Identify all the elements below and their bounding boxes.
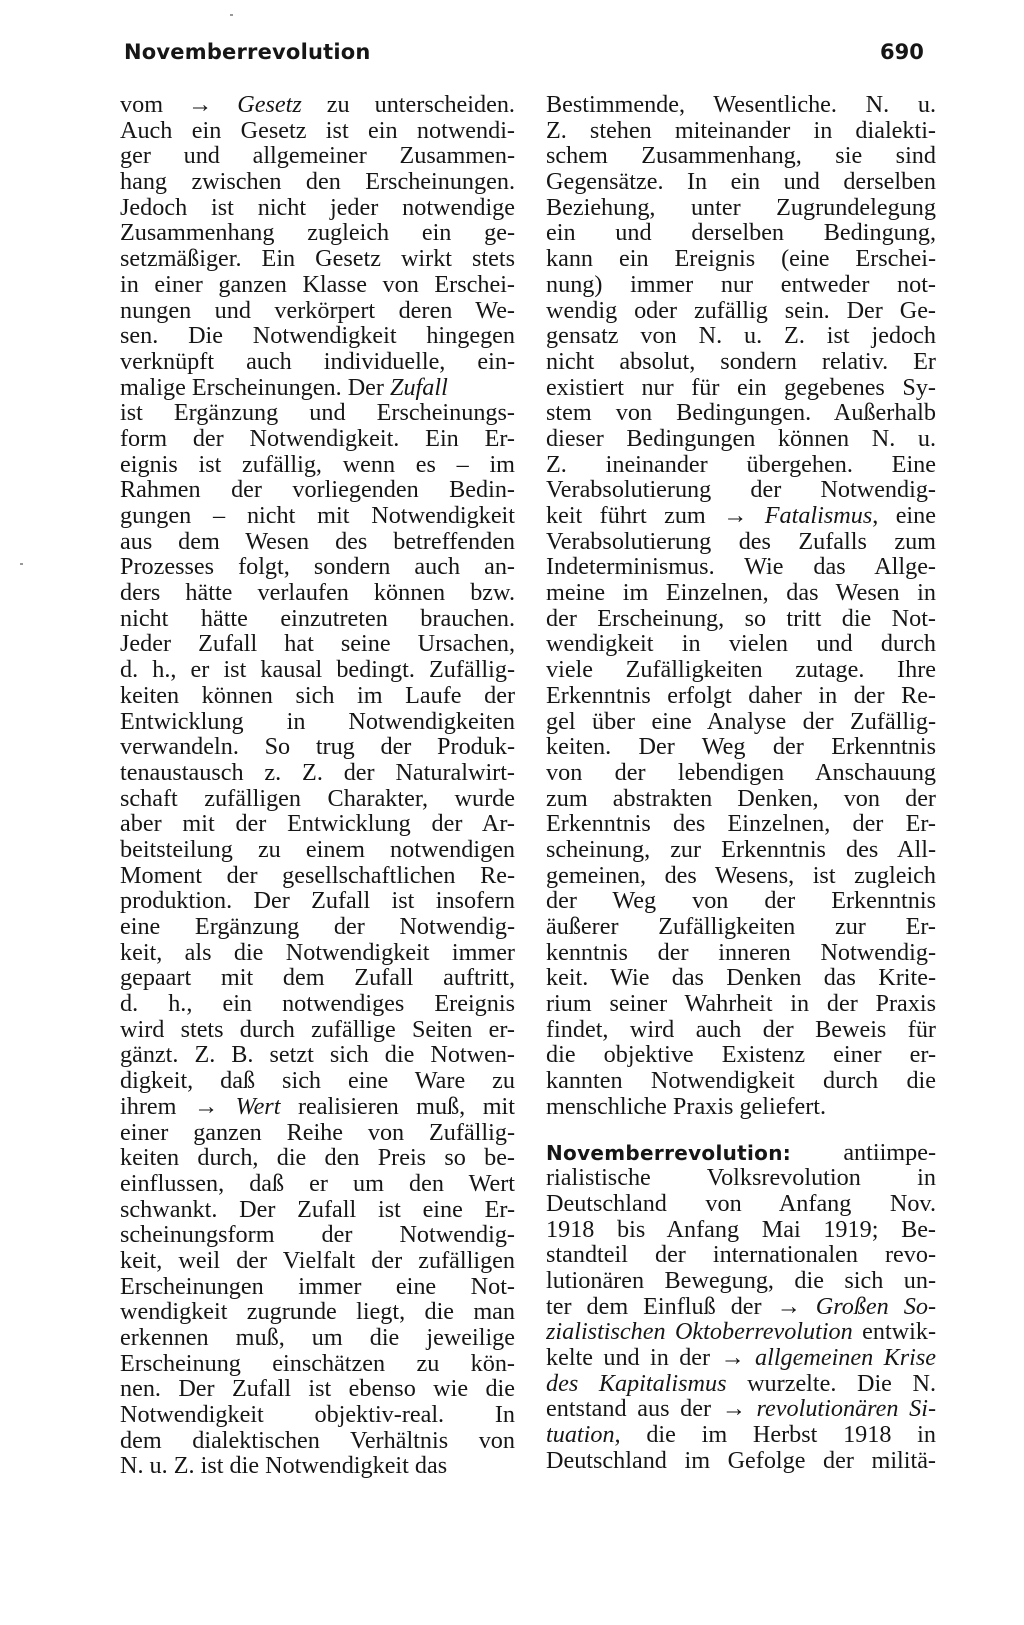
text-segment: gepaart mit dem Zufall auftritt, <box>120 965 515 992</box>
text-segment: ihrem <box>120 1093 194 1120</box>
text-segment: die im Herbst 1918 in <box>620 1422 936 1448</box>
text-segment: stem von Bedingungen. Außerhalb <box>546 400 936 426</box>
text-line <box>546 811 936 837</box>
text-segment: rium seiner Wahrheit in der Praxis <box>546 991 936 1017</box>
page-number: 690 <box>880 40 924 64</box>
text-line <box>120 734 515 760</box>
text-segment: Verabsolutierung des Zufalls zum <box>546 528 936 555</box>
text-segment: Moment der gesellschaftlichen Re- <box>120 862 515 889</box>
text-segment: Erscheinung einschätzen zu kön- <box>120 1350 515 1377</box>
text-line <box>120 349 515 375</box>
text-line <box>546 580 936 606</box>
text-segment: der Erscheinung, so tritt die Not- <box>546 605 936 632</box>
text-segment: verwandeln. So trug der Produk- <box>120 734 515 760</box>
text-segment: keit führt zum <box>546 503 724 529</box>
text-line <box>546 426 936 452</box>
cross-reference-term: revolutionären Si- <box>756 1396 936 1423</box>
text-segment: malige Erscheinungen. Der <box>120 374 390 401</box>
text-line <box>120 940 515 966</box>
text-line <box>546 606 936 632</box>
text-line <box>120 888 515 914</box>
text-segment: Entwicklung in Notwendigkeiten <box>120 708 515 735</box>
text-line <box>120 863 515 889</box>
text-line <box>120 1068 515 1094</box>
cross-reference-arrow: → <box>720 1345 756 1371</box>
text-line <box>120 452 515 478</box>
text-segment: Beziehung, unter Zugrundelegung <box>546 194 936 221</box>
text-line <box>546 709 936 735</box>
text-line <box>546 195 936 221</box>
text-segment: gungen – nicht mit Notwendigkeit <box>120 503 515 529</box>
text-line <box>120 965 515 991</box>
text-line <box>546 786 936 812</box>
text-line <box>546 1268 936 1294</box>
text-segment: wurzelte. Die N. <box>726 1370 936 1397</box>
text-line <box>120 477 515 503</box>
text-segment: scheinung, zur Erkenntnis des All- <box>546 836 936 863</box>
text-line <box>546 888 936 914</box>
cross-reference-arrow: → <box>193 1093 236 1120</box>
text-line <box>546 1422 936 1448</box>
text-line <box>546 1165 936 1191</box>
text-segment: zu unterscheiden. <box>301 92 515 118</box>
text-segment: menschliche Praxis geliefert. <box>546 1093 827 1120</box>
text-segment: Indeterminismus. Wie das Allge- <box>546 554 936 581</box>
text-line <box>120 1120 515 1146</box>
text-line <box>120 1197 515 1223</box>
text-line <box>120 991 515 1017</box>
text-segment: nicht absolut, sondern relativ. Er <box>546 348 936 375</box>
text-segment: viele Zufälligkeiten zutage. Ihre <box>546 657 936 683</box>
cross-reference-term: Großen So- <box>815 1293 936 1320</box>
text-segment: Z. ineinander übergehen. Eine <box>546 451 936 478</box>
text-segment: Notwendigkeit objektiv-real. In <box>120 1402 515 1428</box>
text-line <box>120 580 515 606</box>
cross-reference-term: des Kapitalismus <box>546 1370 727 1397</box>
text-segment: nicht hätte einzutreten brauchen. <box>120 605 515 632</box>
text-line <box>546 1017 936 1043</box>
text-line <box>120 709 515 735</box>
text-segment: erkennen muß, um die jeweilige <box>120 1325 515 1351</box>
text-line <box>120 914 515 940</box>
text-line <box>546 452 936 478</box>
text-line <box>120 195 515 221</box>
text-segment: keiten. Der Weg der Erkenntnis <box>546 734 936 760</box>
cross-reference-arrow: → <box>188 92 238 118</box>
text-segment: wird stets durch zufällige Seiten er- <box>120 1016 515 1043</box>
text-segment: kann ein Ereignis (eine Erschei- <box>546 246 936 272</box>
cross-reference-term: Gesetz <box>237 92 302 118</box>
text-line <box>546 503 936 529</box>
text-segment: aus dem Wesen des betreffenden <box>120 528 515 555</box>
text-segment: 1918 bis Anfang Mai 1919; Be- <box>546 1216 936 1243</box>
text-line <box>120 1428 515 1454</box>
text-line <box>546 169 936 195</box>
text-segment: schem Zusammenhang, sie sind <box>546 143 936 170</box>
text-line <box>546 914 936 940</box>
text-line <box>120 786 515 812</box>
text-line <box>546 837 936 863</box>
text-segment: sen. Die Notwendigkeit hingegen <box>120 323 515 349</box>
text-line <box>546 246 936 272</box>
text-segment: Jeder Zufall hat seine Ursachen, <box>120 631 515 658</box>
text-line <box>120 272 515 298</box>
text-line <box>546 1140 936 1166</box>
text-line <box>546 92 936 118</box>
text-segment: wendigkeit in vielen und durch <box>546 631 936 658</box>
text-line <box>546 1068 936 1094</box>
text-line <box>120 143 515 169</box>
text-line <box>546 1396 936 1422</box>
text-segment: nen. Der Zufall ist ebenso wie die <box>120 1376 515 1403</box>
text-segment: hang zwischen den Erscheinungen. <box>120 169 515 195</box>
cross-reference-term: Wert <box>235 1093 281 1120</box>
text-segment: N. u. Z. ist die Notwendigkeit das <box>120 1453 448 1480</box>
text-segment: Erkenntnis erfolgt daher in der Re- <box>546 682 936 709</box>
text-line <box>120 657 515 683</box>
text-segment: kelte und in der <box>546 1345 721 1371</box>
text-line <box>546 1448 936 1474</box>
text-line <box>120 1248 515 1274</box>
text-segment: nung) immer nur entweder not- <box>546 271 936 298</box>
text-segment: gel über eine Analyse der Zufällig- <box>546 708 936 735</box>
text-line <box>546 323 936 349</box>
text-segment: verknüpft auch individuelle, ein- <box>120 348 515 375</box>
text-segment: ders hätte verlaufen können bzw. <box>120 580 515 606</box>
text-segment: die objektive Existenz einer er- <box>546 1042 936 1069</box>
text-line <box>546 1294 936 1320</box>
text-segment: einflussen, daß er um den Wert <box>120 1170 515 1197</box>
text-line <box>120 811 515 837</box>
text-segment: kannten Notwendigkeit durch die <box>546 1068 936 1094</box>
text-segment: Auch ein Gesetz ist ein notwendi- <box>120 117 515 144</box>
text-line <box>546 272 936 298</box>
text-line <box>120 1094 515 1120</box>
text-segment: ein und derselben Bedingung, <box>546 220 936 247</box>
left-text-column <box>120 92 515 1479</box>
text-segment: antiimpe- <box>791 1139 936 1166</box>
text-line <box>546 760 936 786</box>
text-segment: entwik- <box>852 1319 936 1345</box>
text-line <box>546 657 936 683</box>
text-segment: Deutschland von Anfang Nov. <box>546 1190 936 1217</box>
entry-headword: Novemberrevolution: <box>546 1140 792 1165</box>
text-segment: ger und allgemeiner Zusammen- <box>120 143 515 170</box>
text-line <box>546 1242 936 1268</box>
text-line <box>546 940 936 966</box>
text-line <box>120 1351 515 1377</box>
scan-speck <box>20 563 23 565</box>
text-segment: lutionären Bewegung, die sich un- <box>546 1267 936 1294</box>
text-line <box>120 529 515 555</box>
text-line <box>546 375 936 401</box>
text-segment: aber mit der Entwicklung der Ar- <box>120 811 515 837</box>
text-segment: Prozesses folgt, sondern auch an- <box>120 554 515 581</box>
scan-speck <box>230 14 233 16</box>
text-segment: wendig oder zufällig sein. Der Ge- <box>546 297 936 324</box>
cross-reference-term: zialistischen Oktoberrevolution <box>546 1319 853 1345</box>
text-segment: gensatz von N. u. Z. ist jedoch <box>546 323 936 349</box>
text-segment: Rahmen der vorliegenden Bedin- <box>120 477 515 503</box>
text-line <box>546 554 936 580</box>
text-line <box>120 503 515 529</box>
cross-reference-arrow: → <box>721 1396 757 1423</box>
text-line <box>120 1042 515 1068</box>
text-segment: d. h., ein notwendiges Ereignis <box>120 991 515 1017</box>
text-line <box>546 1191 936 1217</box>
text-line <box>120 1171 515 1197</box>
text-segment: gänzt. Z. B. setzt sich die Notwen- <box>120 1042 515 1069</box>
text-segment: Gegensätze. In ein und derselben <box>546 169 936 195</box>
text-segment: Verabsolutierung der Notwendig- <box>546 477 936 503</box>
text-segment: nungen und verkörpert deren We- <box>120 297 515 324</box>
text-line <box>546 477 936 503</box>
text-segment: vom <box>120 92 189 118</box>
text-line <box>120 118 515 144</box>
text-line <box>546 1345 936 1371</box>
text-segment: schwankt. Der Zufall ist eine Er- <box>120 1196 515 1223</box>
text-line <box>120 683 515 709</box>
text-segment: eignis ist zufällig, wenn es – im <box>120 451 515 478</box>
text-segment: Bestimmende, Wesentliche. N. u. <box>546 92 936 118</box>
text-line <box>546 863 936 889</box>
text-line <box>120 298 515 324</box>
text-segment: keit, als die Notwendigkeit immer <box>120 939 515 966</box>
text-segment: keit, weil der Vielfalt der zufälligen <box>120 1247 515 1274</box>
text-segment: einer ganzen Reihe von Zufällig- <box>120 1119 515 1146</box>
text-segment: beitsteilung zu einem notwendigen <box>120 836 515 863</box>
text-line <box>120 760 515 786</box>
text-line <box>546 631 936 657</box>
cross-reference-term: Fatalismus <box>764 503 873 529</box>
text-line <box>546 529 936 555</box>
text-segment: standteil der internationalen revo- <box>546 1242 936 1268</box>
text-segment: ist Ergänzung und Erscheinungs- <box>120 400 515 426</box>
text-segment: keiten können sich im Laufe der <box>120 682 515 709</box>
text-line <box>120 1299 515 1325</box>
text-line <box>546 991 936 1017</box>
text-segment: Jedoch ist nicht jeder notwendige <box>120 194 515 221</box>
text-segment: dem dialektischen Verhältnis von <box>120 1427 515 1454</box>
text-line <box>546 683 936 709</box>
text-segment: gemeinen, des Wesens, ist zugleich <box>546 862 936 889</box>
page-header-title: Novemberrevolution <box>124 40 371 64</box>
text-segment: zum abstrakten Denken, von der <box>546 785 936 812</box>
text-segment: keit. Wie das Denken das Krite- <box>546 965 936 992</box>
right-text-column <box>546 92 936 1473</box>
text-line <box>120 1274 515 1300</box>
cross-reference-arrow: → <box>776 1293 816 1320</box>
text-line <box>120 1145 515 1171</box>
text-line <box>546 349 936 375</box>
text-line <box>120 1453 515 1479</box>
text-line <box>120 246 515 272</box>
text-segment: rialistische Volksrevolution in <box>546 1165 936 1191</box>
text-segment: existiert nur für ein gegebenes Sy- <box>546 374 936 401</box>
text-line <box>120 554 515 580</box>
text-segment: Deutschland im Gefolge der militä- <box>546 1447 936 1474</box>
text-line <box>546 298 936 324</box>
text-segment: ter dem Einfluß der <box>546 1293 777 1320</box>
text-line <box>120 631 515 657</box>
text-segment: , eine <box>872 503 936 529</box>
text-line <box>546 143 936 169</box>
text-segment: äußerer Zufälligkeiten zur Er- <box>546 914 936 940</box>
text-segment: von der lebendigen Anschauung <box>546 759 936 786</box>
text-segment: d. h., er ist kausal bedingt. Zufällig- <box>120 657 515 683</box>
text-line <box>120 1017 515 1043</box>
text-line <box>120 606 515 632</box>
cross-reference-term: allgemeinen Krise <box>755 1345 936 1371</box>
text-segment: in einer ganzen Klasse von Erschei- <box>120 271 515 298</box>
text-line <box>120 837 515 863</box>
text-line <box>120 220 515 246</box>
text-line <box>120 92 515 118</box>
text-segment: Z. stehen miteinander in dialekti- <box>546 117 936 144</box>
text-line <box>120 1376 515 1402</box>
text-line <box>120 426 515 452</box>
text-line <box>120 1325 515 1351</box>
text-segment: eine Ergänzung der Notwendig- <box>120 914 515 940</box>
text-line <box>546 1094 936 1120</box>
text-segment: Zusammenhang zugleich ein ge- <box>120 220 515 247</box>
text-segment: kenntnis der inneren Notwendig- <box>546 939 936 966</box>
text-segment: entstand aus der <box>546 1396 722 1423</box>
text-line <box>120 1402 515 1428</box>
text-line <box>546 1371 936 1397</box>
cross-reference-term: Zufall <box>390 374 448 401</box>
cross-reference-arrow: → <box>723 503 765 529</box>
text-line <box>546 734 936 760</box>
text-segment: digkeit, daß sich eine Ware zu <box>120 1068 515 1094</box>
text-line <box>546 1319 936 1345</box>
text-segment: findet, wird auch der Beweis für <box>546 1016 936 1043</box>
text-line <box>546 118 936 144</box>
text-segment: tenaustausch z. Z. der Naturalwirt- <box>120 759 515 786</box>
text-segment: Erscheinungen immer eine Not- <box>120 1273 515 1300</box>
text-segment: dieser Bedingungen können N. u. <box>546 425 936 452</box>
text-line <box>120 400 515 426</box>
text-segment: setzmäßiger. Ein Gesetz wirkt stets <box>120 246 515 272</box>
text-segment: realisieren muß, mit <box>280 1093 515 1120</box>
cross-reference-term: tuation, <box>546 1422 621 1448</box>
text-segment: Erkenntnis des Einzelnen, der Er- <box>546 811 936 837</box>
text-segment: meine im Einzelnen, das Wesen in <box>546 580 936 606</box>
text-line <box>120 1222 515 1248</box>
text-line <box>546 965 936 991</box>
text-line <box>120 375 515 401</box>
text-line <box>546 400 936 426</box>
text-line <box>546 1042 936 1068</box>
text-line <box>120 169 515 195</box>
text-segment: scheinungsform der Notwendig- <box>120 1222 515 1248</box>
text-segment: der Weg von der Erkenntnis <box>546 888 936 914</box>
text-segment: schaft zufälligen Charakter, wurde <box>120 785 515 812</box>
text-line <box>546 220 936 246</box>
text-line <box>120 323 515 349</box>
text-segment: form der Notwendigkeit. Ein Er- <box>120 425 515 452</box>
text-segment: wendigkeit zugrunde liegt, die man <box>120 1299 515 1325</box>
text-line <box>546 1217 936 1243</box>
text-segment: keiten durch, die den Preis so be- <box>120 1145 515 1171</box>
text-segment: produktion. Der Zufall ist insofern <box>120 888 515 914</box>
